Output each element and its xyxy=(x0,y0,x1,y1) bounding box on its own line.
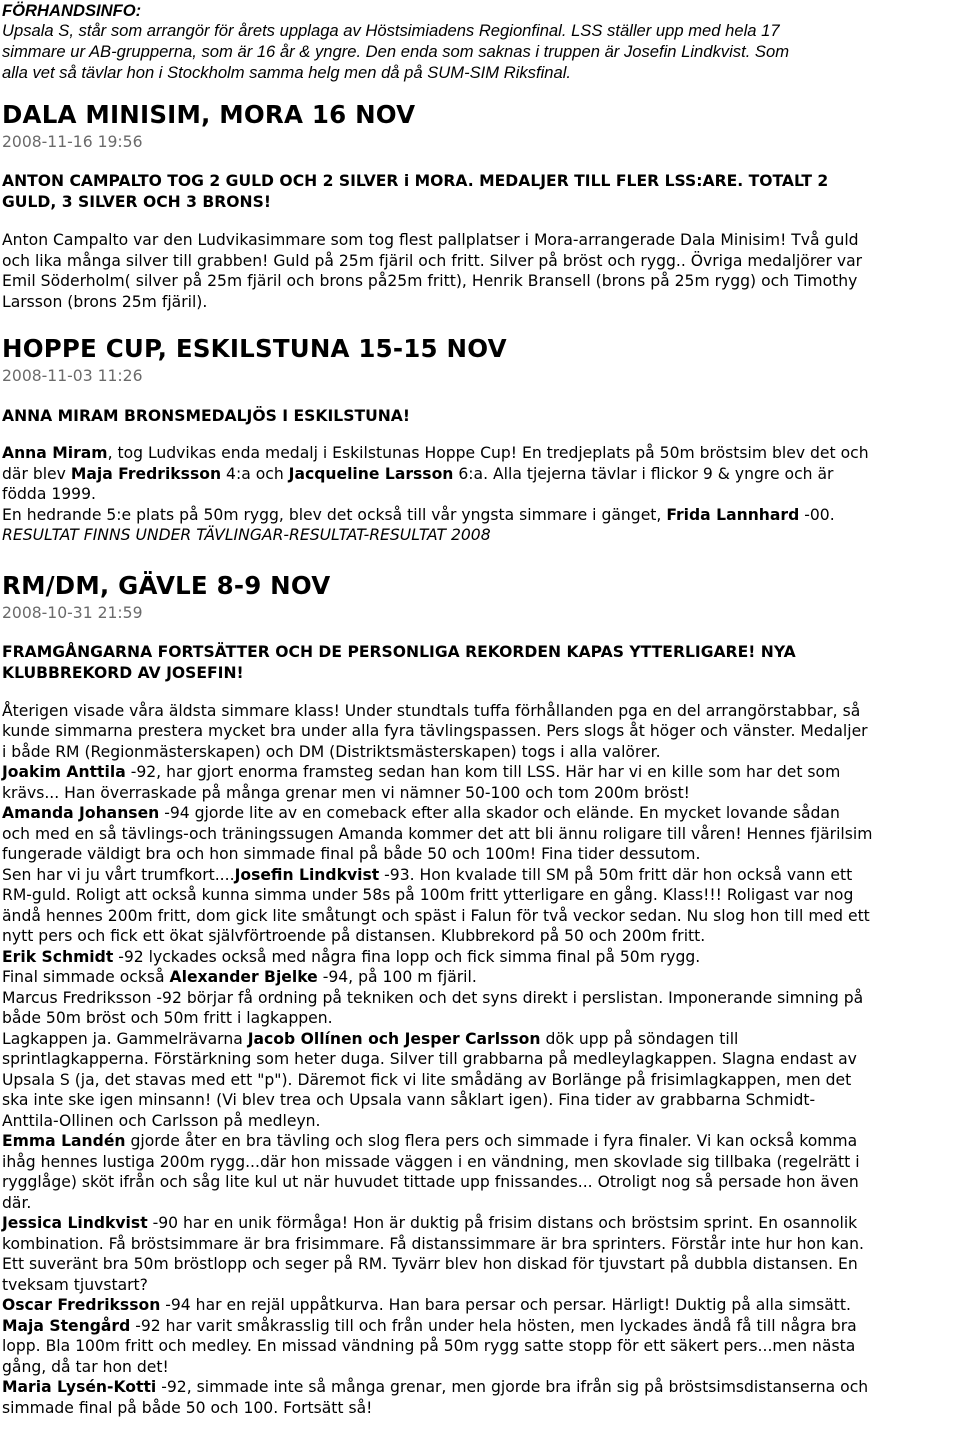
article-body xyxy=(2,701,960,1419)
body-line xyxy=(2,1357,960,1378)
text-run: -00. xyxy=(799,505,835,524)
body-line xyxy=(2,1029,960,1050)
text-run: nytt pers och fick ett ökat självförtroende på distansen. Klubbrekord på 50 och 200m fritt. xyxy=(2,927,706,946)
body-line xyxy=(2,1070,960,1091)
swimmer-name: Emma Landén xyxy=(2,1132,126,1151)
text-run: ändå hennes 200m fritt, dom gick lite småtungt och späst i Falun för två veckor sedan. Nu slog hon till med ett xyxy=(2,906,870,925)
article-date: 2008-10-31 21:59 xyxy=(2,603,143,622)
text-run: 6:a. Alla tjejerna tävlar i flickor 9 & yngre och är xyxy=(453,464,834,483)
text-run: både 50m bröst och 50m fritt i lagkappen. xyxy=(2,1009,333,1028)
text-run: Sen har vi ju vårt trumfkort.... xyxy=(2,865,235,884)
article-subtitle: ANNA MIRAM BRONSMEDALJÖS I ESKILSTUNA! xyxy=(2,407,410,426)
body-line xyxy=(2,1172,960,1193)
results-link[interactable]: RESULTAT FINNS UNDER TÄVLINGAR-RESULTAT-RESULTAT 2008 xyxy=(2,526,491,545)
body-line xyxy=(2,762,960,783)
text-run: Lagkappen ja. Gammelrävarna xyxy=(2,1029,248,1048)
article-subtitle: KLUBBREKORD AV JOSEFIN! xyxy=(2,663,244,682)
body-line xyxy=(2,1193,960,1214)
body-line xyxy=(2,1234,960,1255)
text-run: -92, har gjort enorma framsteg sedan han kom till LSS. Här har vi en kille som har det som xyxy=(125,763,841,782)
body-line: Emil Söderholm( silver på 25m fjäril och brons på25m fritt), Henrik Bransell (brons på 25m rygg) och Timothy xyxy=(2,272,858,291)
body-line xyxy=(2,742,960,763)
swimmer-name: Jessica Lindkvist xyxy=(2,1214,148,1233)
body-line: Larsson (brons 25m fjäril). xyxy=(2,292,208,311)
text-run: -92 lyckades också med några fina lopp och fick simma final på 50m rygg. xyxy=(113,947,701,966)
body-line xyxy=(2,1049,960,1070)
body-line xyxy=(2,1336,960,1357)
text-run: dök upp på söndagen till xyxy=(540,1029,739,1048)
body-line xyxy=(2,1008,960,1029)
text-run: -90 har en unik förmåga! Hon är duktig på frisim distans och bröstsim sprint. En osannolik xyxy=(147,1214,858,1233)
body-line xyxy=(2,783,960,804)
text-run: -94 gjorde lite av en comeback efter alla skador och elände. En mycket lovande sådan xyxy=(159,804,840,823)
text-run: i både RM (Regionmästerskapen) och DM (Distriktsmästerskapen) togs i alla valörer. xyxy=(2,742,661,761)
text-run: simmade final på både 50 och 100. Fortsätt så! xyxy=(2,1398,373,1417)
article-hoppe-cup xyxy=(2,334,960,546)
text-run: Upsala S (ja, det stavas med ett "p"). Däremot fick vi lite smådäng av Borlänge på frisimlagkappen, men det xyxy=(2,1070,852,1089)
text-run: krävs... Han överraskade på många grenar men vi nämner 50-100 och tom 200m bröst! xyxy=(2,783,690,802)
body-line xyxy=(2,464,960,485)
body-line xyxy=(2,988,960,1009)
swimmer-name: Jacqueline Larsson xyxy=(288,464,454,483)
body-line xyxy=(2,824,960,845)
body-line xyxy=(2,443,960,464)
body-line xyxy=(2,1131,960,1152)
text-run: gjorde åter en bra tävling och slog flera pers och simmade i fyra finaler. Vi kan också komma xyxy=(125,1132,858,1151)
body-line xyxy=(2,1152,960,1173)
body-line xyxy=(2,1398,960,1419)
body-line xyxy=(2,803,960,824)
preinfo-line: simmare ur AB-grupperna, som är 16 år & yngre. Den enda som saknas i truppen är Josefin Lindkvist. Som xyxy=(2,41,790,61)
body-line xyxy=(2,885,960,906)
article-title: HOPPE CUP, ESKILSTUNA 15-15 NOV xyxy=(2,334,507,364)
article-title: RM/DM, GÄVLE 8-9 NOV xyxy=(2,570,331,600)
text-run: rygglåge) sköt ifrån och såg lite kul ut när huvudet tittade upp fnissandes... Otroligt nog så persade hon även xyxy=(2,1173,859,1192)
body-line xyxy=(2,1275,960,1296)
body-line xyxy=(2,1316,960,1337)
swimmer-name: Maja Fredriksson xyxy=(70,464,222,483)
swimmer-name: Maria Lysén-Kotti xyxy=(2,1378,157,1397)
body-line xyxy=(2,1111,960,1132)
text-run: fungerade väldigt bra och hon simmade final på både 50 och 100m! Fina tider dessutom. xyxy=(2,845,701,864)
text-run: sprintlagkapperna. Förstärkning som heter duga. Silver till grabbarna på medleylagkappen. Slagna endast av xyxy=(2,1050,857,1069)
article-subtitle: GULD, 3 SILVER OCH 3 BRONS! xyxy=(2,193,271,212)
body-line xyxy=(2,721,960,742)
body-line xyxy=(2,926,960,947)
article-subtitle: ANTON CAMPALTO TOG 2 GULD OCH 2 SILVER i MORA. MEDALJER TILL FLER LSS:ARE. TOTALT 2 xyxy=(2,172,829,191)
swimmer-name: Amanda Johansen xyxy=(2,804,160,823)
text-run: -94 har en rejäl uppåtkurva. Han bara persar och persar. Härligt! Duktig på alla simsätt. xyxy=(160,1296,851,1315)
text-run: En hedrande 5:e plats på 50m rygg, blev det också till vår yngsta simmare i gänget, xyxy=(2,505,667,524)
preinfo-line: alla vet så tävlar hon i Stockholm samma helg men då på SUM-SIM Riksfinal. xyxy=(2,62,572,82)
body-line xyxy=(2,1377,960,1398)
swimmer-name: Frida Lannhard xyxy=(666,505,800,524)
body-line xyxy=(2,1254,960,1275)
article-date: 2008-11-16 19:56 xyxy=(2,133,143,152)
text-run: -92 har varit småkrasslig till och från under hela hösten, men lyckades ändå få till några bra xyxy=(130,1316,857,1335)
swimmer-name: Alexander Bjelke xyxy=(169,968,318,987)
text-run: kunde simmarna prestera mycket bra under alla fyra tävlingspassen. Pers slogs åt höger och vänster. Medaljer xyxy=(2,722,868,741)
text-run: lopp. Bla 100m fritt och medley. En missad vändning på 50m rygg satte stopp för ett säkert pers...men nästa xyxy=(2,1337,856,1356)
article-title: DALA MINISIM, MORA 16 NOV xyxy=(2,100,416,130)
text-run: ska inte ske igen minsann! (Vi blev trea och Upsala vann såklart igen). Fina tider av grabbarna Schmidt- xyxy=(2,1091,816,1110)
body-line xyxy=(2,1213,960,1234)
text-run: där blev xyxy=(2,464,71,483)
body-line xyxy=(2,1090,960,1111)
body-line xyxy=(2,844,960,865)
text-run: Återigen visade våra äldsta simmare klass! Under stundtals tuffa förhållanden pga en del arrangörstabbar, så xyxy=(2,701,861,720)
text-run: gång, då tar hon det! xyxy=(2,1357,169,1376)
text-run: -93. Hon kvalade till SM på 50m fritt där hon också vann ett xyxy=(379,865,853,884)
swimmer-name: Jacob Ollínen och Jesper Carlsson xyxy=(247,1029,541,1048)
text-run: Marcus Fredriksson -92 börjar få ordning på tekniken och det syns direkt i perslistan. Imponerande simning på xyxy=(2,988,864,1007)
swimmer-name: Oscar Fredriksson xyxy=(2,1296,161,1315)
text-run: Ett suveränt bra 50m bröstlopp och seger på RM. Tyvärr blev hon diskad för tjuvstart på dubbla distansen. En xyxy=(2,1255,858,1274)
text-run: 4:a och xyxy=(221,464,289,483)
text-run: tveksam tjuvstart? xyxy=(2,1275,148,1294)
text-run: och med en så tävlings-och träningssugen Amanda kommer det att bli ännu roligare till våren! Hennes fjärilsim xyxy=(2,824,873,843)
text-run: -94, på 100 m fjäril. xyxy=(317,968,477,987)
text-run: , tog Ludvikas enda medalj i Eskilstunas Hoppe Cup! En tredjeplats på 50m bröstsim blev det och xyxy=(107,444,869,463)
preinfo-label: FÖRHANDSINFO: xyxy=(2,1,142,20)
swimmer-name: Josefin Lindkvist xyxy=(234,865,380,884)
text-run: -92, simmade inte så många grenar, men gjorde bra ifrån sig på bröstsimsdistanserna och xyxy=(156,1378,869,1397)
text-run: RM-guld. Roligt att också kunna simma under 58s på 100m fritt ytterligare en gång. Klass!!! Roligast var nog xyxy=(2,886,854,905)
body-line: födda 1999. xyxy=(2,485,96,504)
text-run: där. xyxy=(2,1193,32,1212)
body-line: och lika många silver till grabben! Guld på 25m fjäril och fritt. Silver på bröst och rygg.. Övriga medaljörer var xyxy=(2,251,863,270)
body-line xyxy=(2,906,960,927)
article-rm-dm-gavle xyxy=(2,571,960,1419)
body-line xyxy=(2,865,960,886)
article-body xyxy=(2,230,960,312)
text-run: kombination. Få bröstsimmare är bra frisimmare. Få distanssimmare är bra sprinters. Förstår inte hur hon kan. xyxy=(2,1234,865,1253)
body-line xyxy=(2,1295,960,1316)
article-dala-minisim xyxy=(2,100,960,312)
body-line xyxy=(2,947,960,968)
body-line xyxy=(2,967,960,988)
preinfo-section xyxy=(2,0,960,83)
swimmer-name: Joakim Anttila xyxy=(2,763,126,782)
text-run: Anttila-Ollinen och Carlsson på medleyn. xyxy=(2,1111,321,1130)
article-date: 2008-11-03 11:26 xyxy=(2,367,143,386)
text-run: ihåg hennes lustiga 200m rygg...där hon missade väggen i en vändning, men skovlade sig tillbaka (regelrätt i xyxy=(2,1152,860,1171)
body-line: Anton Campalto var den Ludvikasimmare som tog flest pallplatser i Mora-arrangerade Dala Minisim! Två guld xyxy=(2,231,859,250)
swimmer-name: Anna Miram xyxy=(2,444,108,463)
swimmer-name: Erik Schmidt xyxy=(2,947,114,966)
body-line xyxy=(2,701,960,722)
body-line xyxy=(2,505,960,526)
article-subtitle: FRAMGÅNGARNA FORTSÄTTER OCH DE PERSONLIGA REKORDEN KAPAS YTTERLIGARE! NYA xyxy=(2,642,796,661)
article-body xyxy=(2,443,960,546)
preinfo-line: Upsala S, står som arrangör för årets upplaga av Höstsimiadens Regionfinal. LSS ställer upp med hela 17 xyxy=(2,21,780,40)
text-run: Final simmade också xyxy=(2,968,170,987)
swimmer-name: Maja Stengård xyxy=(2,1316,131,1335)
